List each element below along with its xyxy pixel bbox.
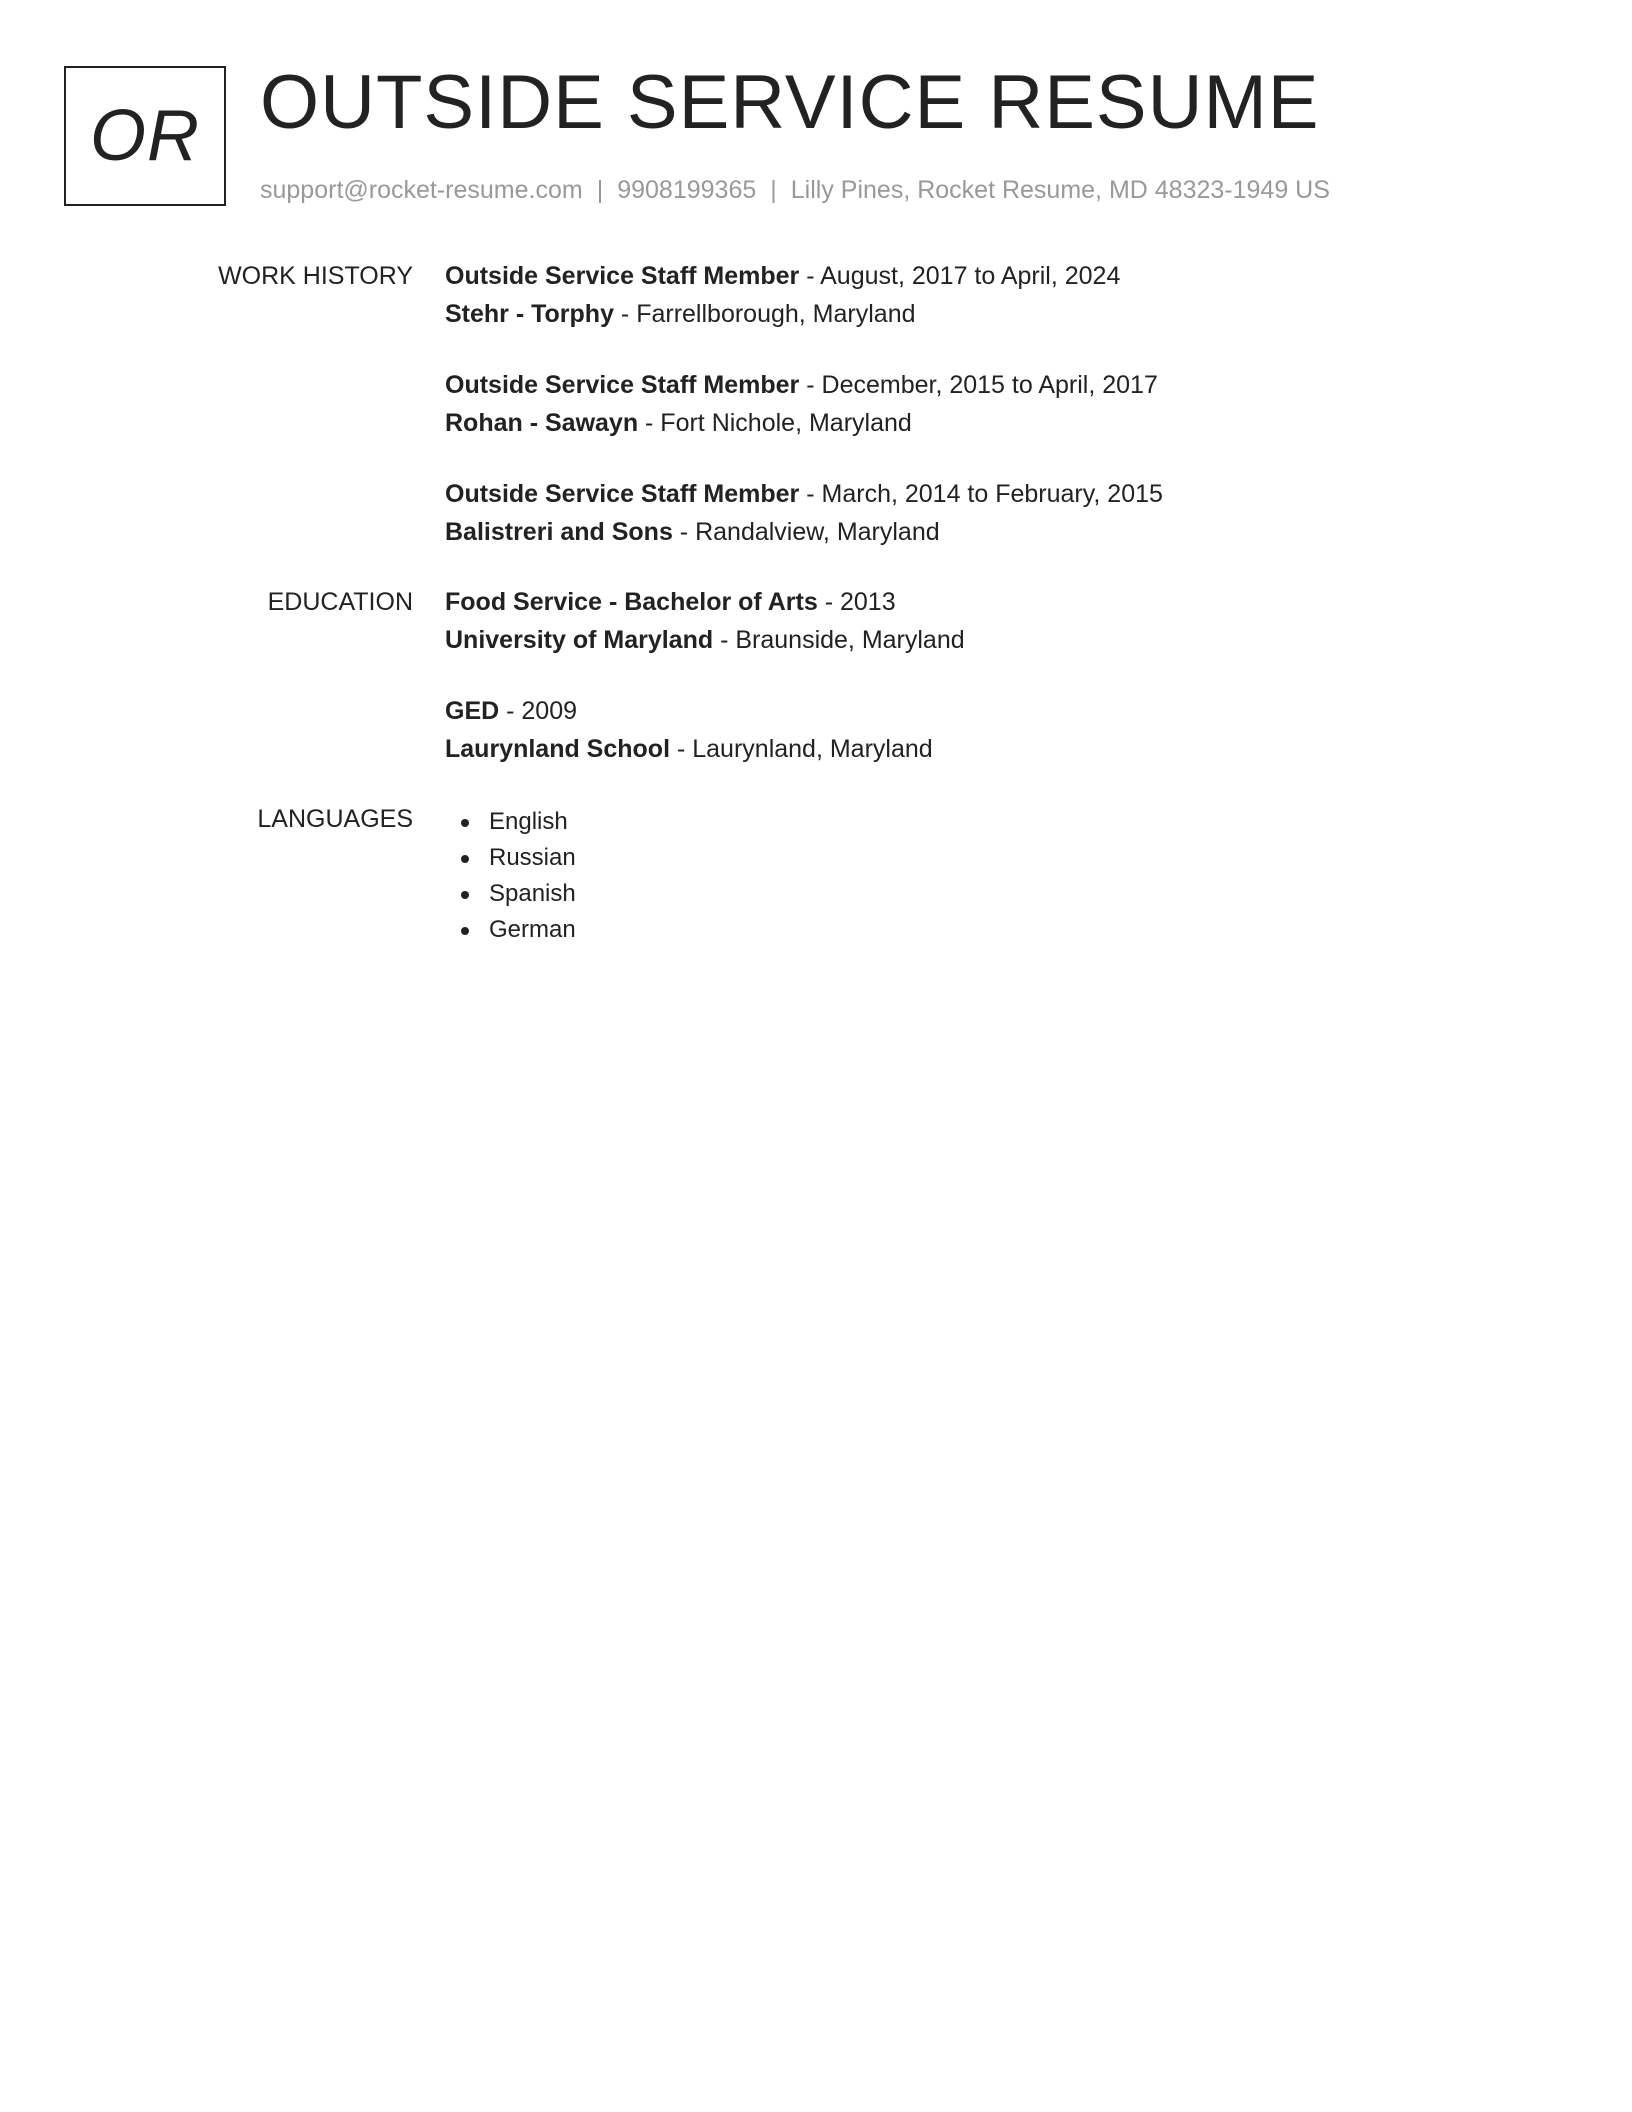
work-entry [445, 475, 1163, 551]
languages-list [445, 804, 576, 948]
contact-email: support@rocket-resume.com [260, 176, 583, 204]
job-dates: - March, 2014 to February, 2015 [799, 480, 1163, 508]
monogram-box [64, 66, 226, 206]
language-item: Spanish [445, 876, 576, 912]
education-list [445, 583, 965, 768]
employer-location: - Fort Nichole, Maryland [638, 409, 912, 437]
education-entry [445, 583, 965, 659]
education-school-line [445, 621, 965, 659]
contact-phone: 9908199365 [617, 176, 757, 204]
language-item: Russian [445, 840, 576, 876]
school-name: Laurynland School [445, 735, 671, 763]
employer-location: - Farrellborough, Maryland [613, 300, 916, 328]
employer-location: - Randalview, Maryland [672, 518, 940, 546]
section-label-education: EDUCATION [267, 588, 413, 616]
job-dates: - December, 2015 to April, 2017 [799, 371, 1158, 399]
contact-separator: | [596, 176, 604, 204]
employer-name: Balistreri and Sons [445, 518, 673, 546]
contact-address: Lilly Pines, Rocket Resume, MD 48323-1949 US [790, 176, 1330, 204]
degree-year: - 2013 [817, 588, 896, 616]
employer-name: Rohan - Sawayn [445, 409, 639, 437]
resume-title: OUTSIDE SERVICE RESUME [260, 60, 1320, 145]
job-role: Outside Service Staff Member [445, 262, 800, 290]
school-name: University of Maryland [445, 626, 714, 654]
work-entry-title-line [445, 366, 1163, 404]
section-label-languages: LANGUAGES [257, 805, 413, 833]
contact-separator: | [770, 176, 777, 204]
work-entry-employer-line [445, 404, 1163, 442]
section-label-work-history: WORK HISTORY [218, 262, 413, 290]
degree-name: GED [445, 697, 500, 725]
education-degree-line [445, 583, 965, 621]
work-entry [445, 257, 1163, 333]
degree-year: - 2009 [499, 697, 578, 725]
education-degree-line [445, 692, 965, 730]
work-entry-title-line [445, 257, 1163, 295]
work-entry [445, 366, 1163, 442]
employer-name: Stehr - Torphy [445, 300, 614, 328]
language-item: English [445, 804, 576, 840]
work-entry-employer-line [445, 513, 1163, 551]
degree-name: Food Service - Bachelor of Arts [445, 588, 818, 616]
contact-line [260, 172, 1330, 208]
job-role: Outside Service Staff Member [445, 371, 800, 399]
monogram-initials: OR [90, 96, 200, 176]
work-history-list [445, 257, 1163, 551]
school-location: - Braunside, Maryland [713, 626, 965, 654]
work-entry-employer-line [445, 295, 1163, 333]
job-dates: - August, 2017 to April, 2024 [799, 262, 1121, 290]
education-school-line [445, 730, 965, 768]
job-role: Outside Service Staff Member [445, 480, 800, 508]
language-item: German [445, 912, 576, 948]
school-location: - Laurynland, Maryland [670, 735, 933, 763]
work-entry-title-line [445, 475, 1163, 513]
education-entry [445, 692, 965, 768]
